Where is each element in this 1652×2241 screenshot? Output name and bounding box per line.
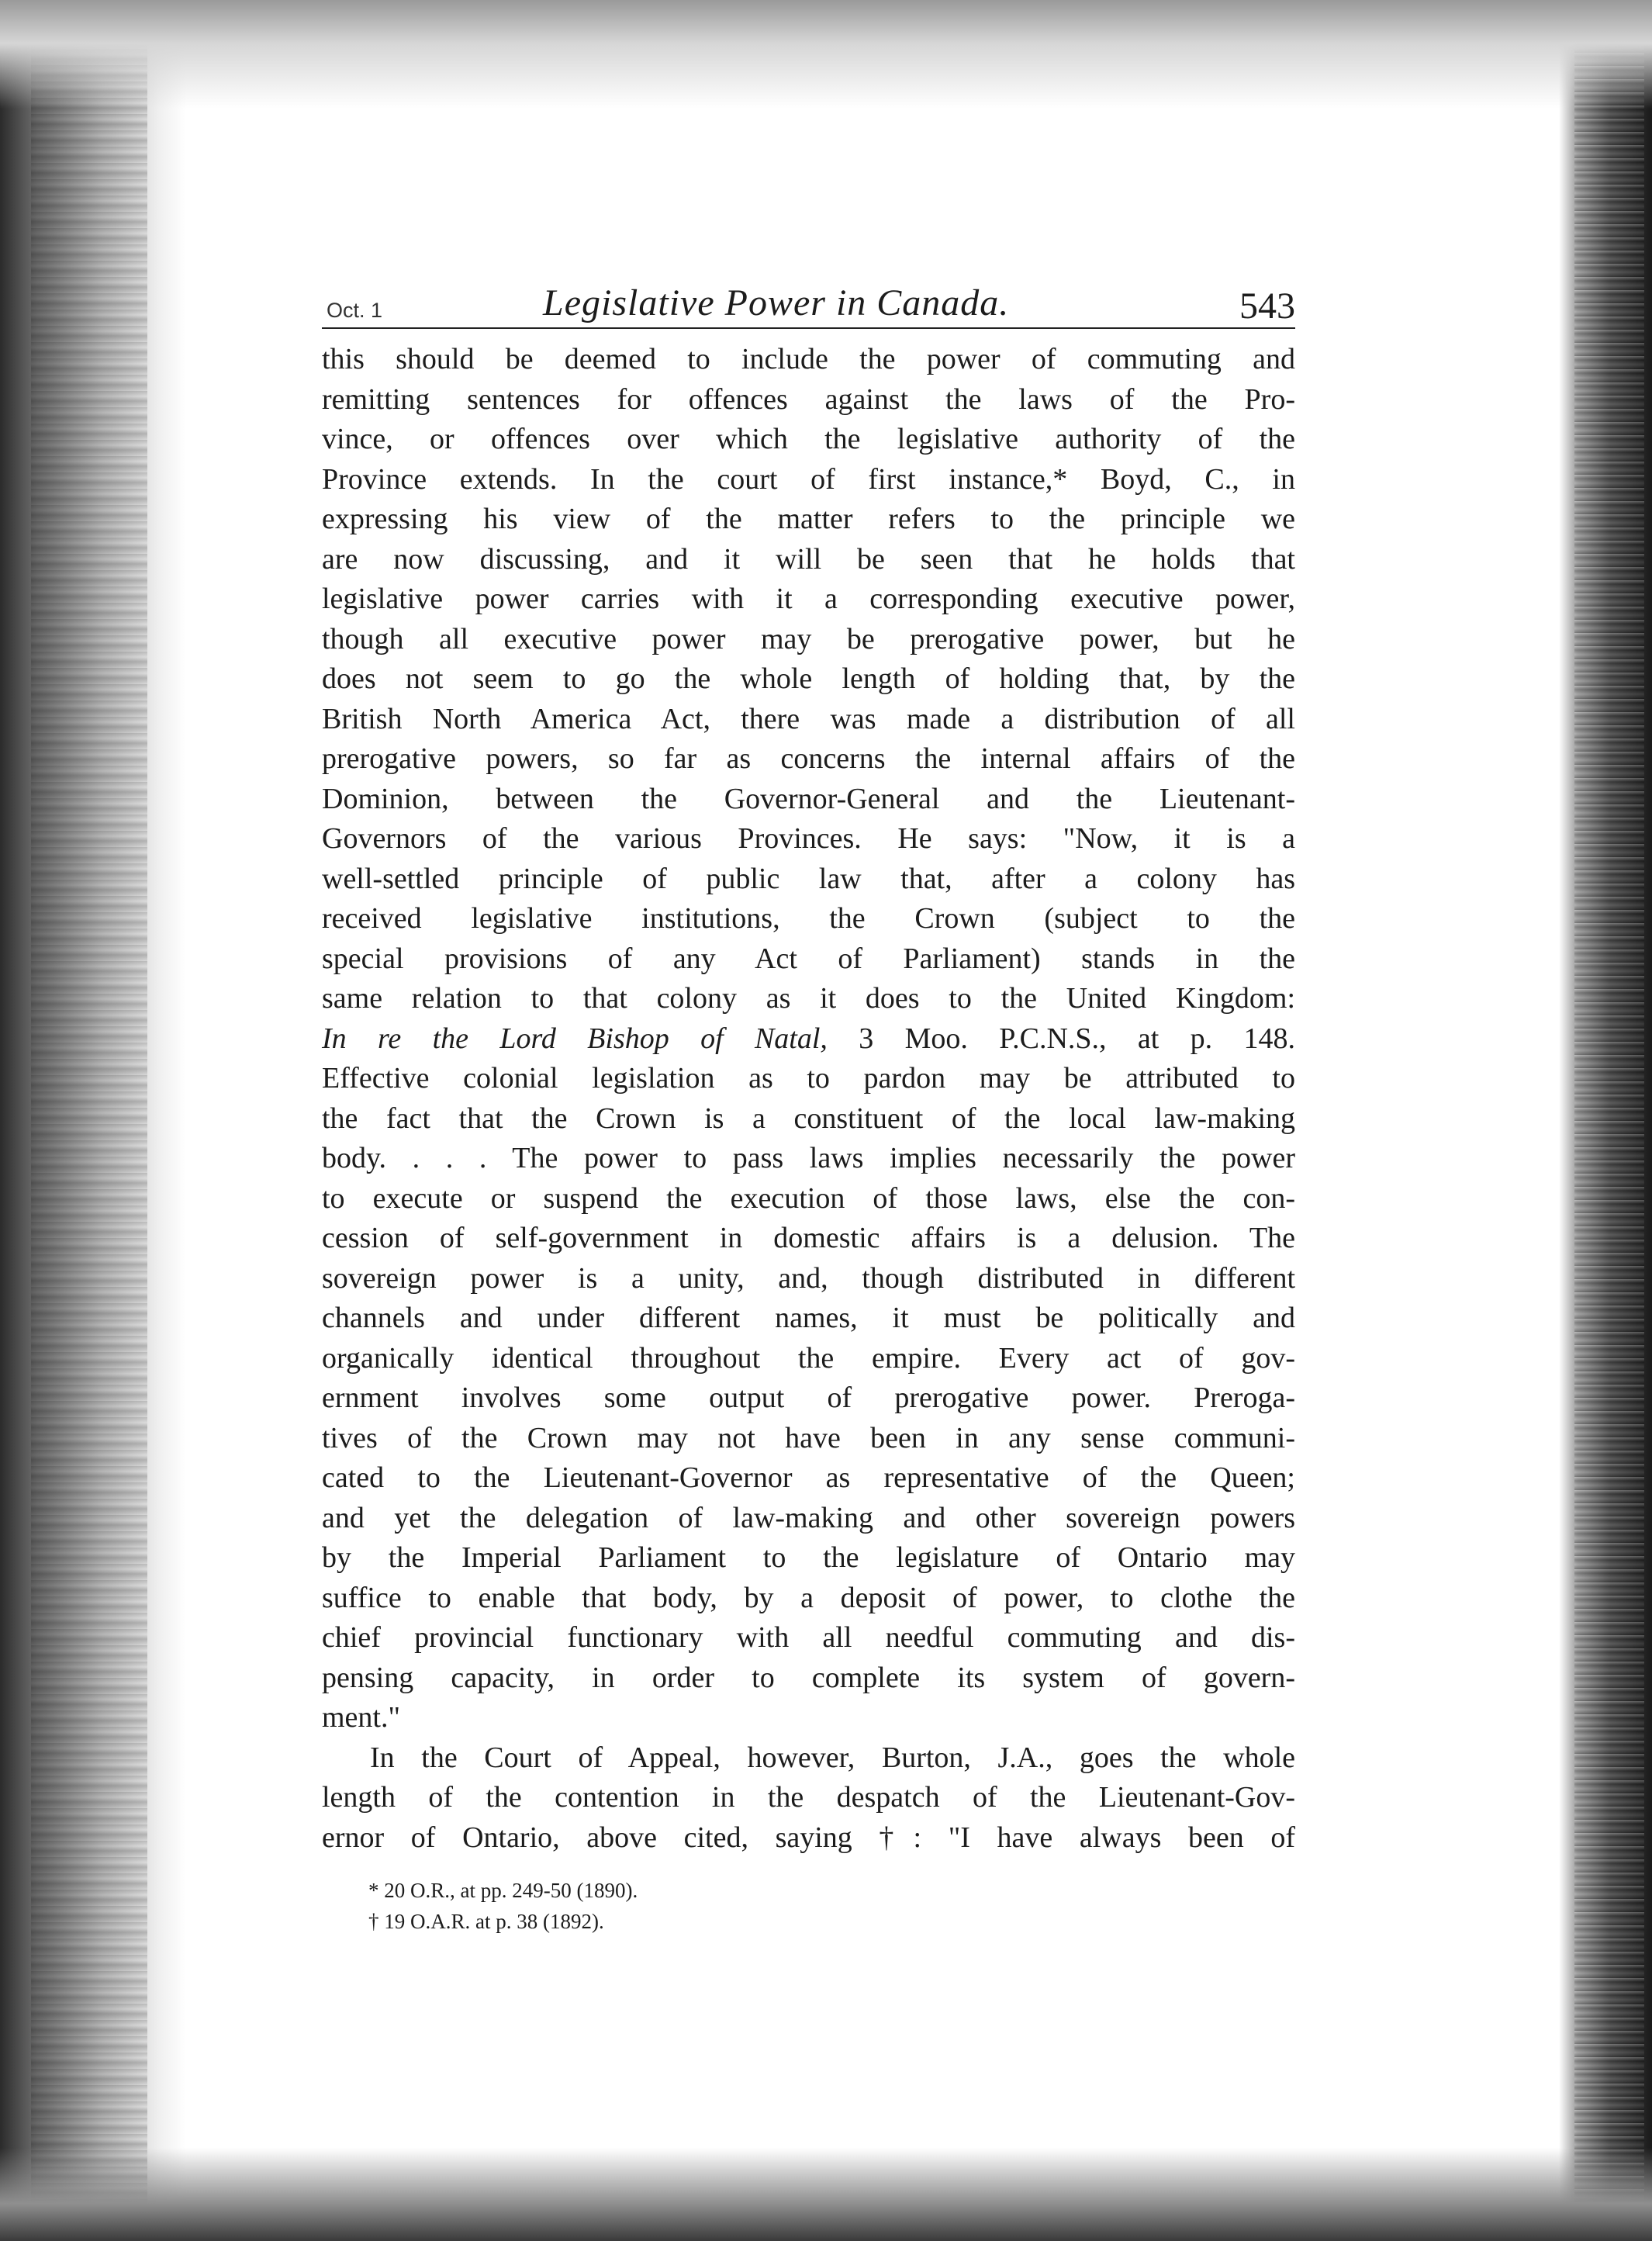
text-line: Effective colonial legislation as to pardon may be attributed to bbox=[322, 1062, 1295, 1095]
text-line: does not seem to go the whole length of holding that, by the bbox=[322, 662, 1295, 695]
header-title: Legislative Power in Canada. bbox=[543, 282, 1010, 323]
text-line: special provisions of any Act of Parliament) stands in the bbox=[322, 942, 1295, 975]
text-line: ernment involves some output of prerogative power. Preroga- bbox=[322, 1382, 1295, 1414]
text-line: same relation to that colony as it does to the United Kingdom: bbox=[322, 982, 1295, 1015]
text-line: ernor of Ontario, above cited, saying †: "I have always been of bbox=[322, 1821, 1295, 1854]
footnote: * 20 O.R., at pp. 249-50 (1890). bbox=[368, 1879, 638, 1902]
citation-reference: 3 Moo. P.C.N.S., at p. 148. bbox=[827, 1022, 1295, 1055]
text-line: and yet the delegation of law-making and other sovereign powers bbox=[322, 1501, 1295, 1534]
running-header bbox=[322, 271, 1295, 329]
page-number: 543 bbox=[1239, 285, 1295, 327]
text-line: received legislative institutions, the Crown (subject to the bbox=[322, 902, 1295, 935]
text-line: Province extends. In the court of first instance,* Boyd, C., in bbox=[322, 462, 1295, 496]
text-line: vince, or offences over which the legislative authority of the bbox=[322, 423, 1295, 455]
text-line: to execute or suspend the execution of those laws, else the con- bbox=[322, 1181, 1295, 1215]
body-text bbox=[322, 340, 1295, 1858]
text-line: legislative power carries with it a corresponding executive power, bbox=[322, 583, 1295, 615]
text-line: are now discussing, and it will be seen that he holds that bbox=[322, 542, 1295, 576]
text-line: prerogative powers, so far as concerns the internal affairs of the bbox=[322, 742, 1295, 775]
text-line: ment." bbox=[322, 1701, 400, 1734]
text-line: channels and under different names, it must be politically and bbox=[322, 1302, 1295, 1334]
text-line: though all executive power may be prerogative power, but he bbox=[322, 622, 1295, 655]
scan-shadow-top bbox=[0, 0, 1652, 109]
citation-line bbox=[322, 1019, 1295, 1060]
text-line: by the Imperial Parliament to the legislature of Ontario may bbox=[322, 1541, 1295, 1574]
scan-shadow-bottom bbox=[0, 2148, 1652, 2241]
text-line: organically identical throughout the empire. Every act of gov- bbox=[322, 1341, 1295, 1375]
book-page bbox=[322, 271, 1295, 1937]
footnote: † 19 O.A.R. at p. 38 (1892). bbox=[368, 1910, 604, 1933]
text-line: pensing capacity, in order to complete its system of govern- bbox=[322, 1661, 1295, 1694]
text-line: tives of the Crown may not have been in any sense communi- bbox=[322, 1421, 1295, 1454]
citation-case-name: In re the Lord Bishop of Natal, bbox=[322, 1022, 828, 1055]
text-line: suffice to enable that body, by a deposit of power, to clothe the bbox=[322, 1581, 1295, 1614]
text-line: body. . . . The power to pass laws implies necessarily the power bbox=[322, 1142, 1295, 1174]
text-line: remitting sentences for offences against the laws of the Pro- bbox=[322, 382, 1295, 416]
text-line: Governors of the various Provinces. He says: "Now, it is a bbox=[322, 822, 1295, 855]
text-line: well-settled principle of public law that, after a colony has bbox=[322, 862, 1295, 895]
text-line: this should be deemed to include the power of commuting and bbox=[322, 343, 1295, 375]
scan-texture-left bbox=[31, 0, 147, 2241]
text-line: Dominion, between the Governor-General and the Lieutenant- bbox=[322, 782, 1295, 815]
text-line: In the Court of Appeal, however, Burton, J.A., goes the whole bbox=[370, 1741, 1295, 1774]
text-line: the fact that the Crown is a constituent of the local law-making bbox=[322, 1101, 1295, 1135]
scan-texture-right bbox=[1574, 0, 1644, 2241]
text-line: cated to the Lieutenant-Governor as representative of the Queen; bbox=[322, 1461, 1295, 1494]
text-line: cession of self-government in domestic affairs is a delusion. The bbox=[322, 1222, 1295, 1254]
text-line: expressing his view of the matter refers to the principle we bbox=[322, 503, 1295, 535]
footnotes bbox=[322, 1875, 1295, 1937]
text-line: British North America Act, there was made a distribution of all bbox=[322, 702, 1295, 735]
text-line: sovereign power is a unity, and, though distributed in different bbox=[322, 1261, 1295, 1295]
text-line: chief provincial functionary with all needful commuting and dis- bbox=[322, 1621, 1295, 1654]
text-line: length of the contention in the despatch of the Lieutenant-Gov- bbox=[322, 1781, 1295, 1814]
header-date: Oct. 1 bbox=[327, 299, 383, 322]
